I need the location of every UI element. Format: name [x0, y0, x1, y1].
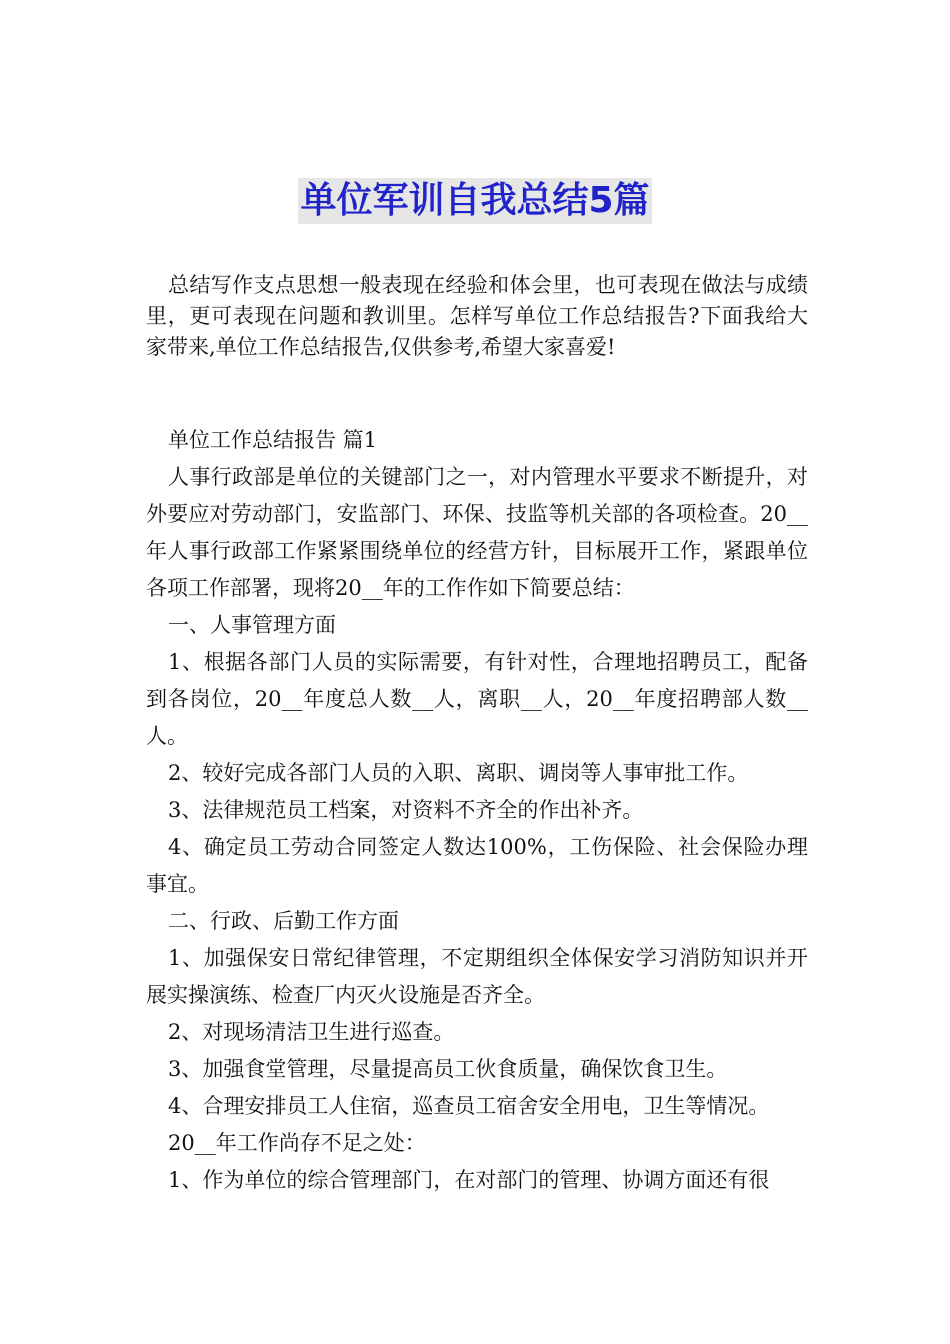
title-container — [0, 178, 950, 224]
paragraph: 4、确定员工劳动合同签定人数达100%，工伤保险、社会保险办理事宜。 — [146, 835, 808, 896]
paragraph: 3、加强食堂管理，尽量提高员工伙食质量，确保饮食卫生。 — [168, 1057, 728, 1081]
content-block — [146, 422, 808, 1199]
paragraph: 2、对现场清洁卫生进行巡查。 — [168, 1020, 455, 1044]
subheading: 二、行政、后勤工作方面 — [168, 909, 399, 933]
paragraph: 1、根据各部门人员的实际需要，有针对性，合理地招聘员工，配备到各岗位，20__年度总人数__人，离职__人，20__年度招聘部人数__人。 — [146, 650, 808, 748]
paragraph: 20__年工作尚存不足之处： — [168, 1131, 426, 1155]
paragraph: 2、较好完成各部门人员的入职、离职、调岗等人事审批工作。 — [168, 761, 749, 785]
intro-paragraph: 总结写作支点思想一般表现在经验和体会里，也可表现在做法与成绩里，更可表现在问题和教训里。怎样写单位工作总结报告?下面我给大家带来,单位工作总结报告,仅供参考,希望大家喜爱! — [146, 273, 808, 359]
subheading: 一、人事管理方面 — [168, 613, 336, 637]
paragraph: 1、作为单位的综合管理部门，在对部门的管理、协调方面还有很 — [168, 1168, 770, 1192]
paragraph: 1、加强保安日常纪律管理，不定期组织全体保安学习消防知识并开展实操演练、检查厂内灭火设施是否齐全。 — [146, 946, 808, 1007]
paragraph: 人事行政部是单位的关键部门之一，对内管理水平要求不断提升，对外要应对劳动部门，安监部门、环保、技监等机关部的各项检查。20__年人事行政部工作紧紧围绕单位的经营方针，目标展开工作，紧跟单位各项工作部署，现将20__年的工作作如下简要总结： — [146, 465, 808, 600]
paragraph: 4、合理安排员工人住宿，巡查员工宿舍安全用电，卫生等情况。 — [168, 1094, 770, 1118]
document-title: 单位军训自我总结5篇 — [298, 178, 651, 224]
paragraph: 3、法律规范员工档案，对资料不齐全的作出补齐。 — [168, 798, 644, 822]
section-title: 单位工作总结报告 篇1 — [168, 428, 378, 452]
intro-block — [146, 270, 808, 363]
